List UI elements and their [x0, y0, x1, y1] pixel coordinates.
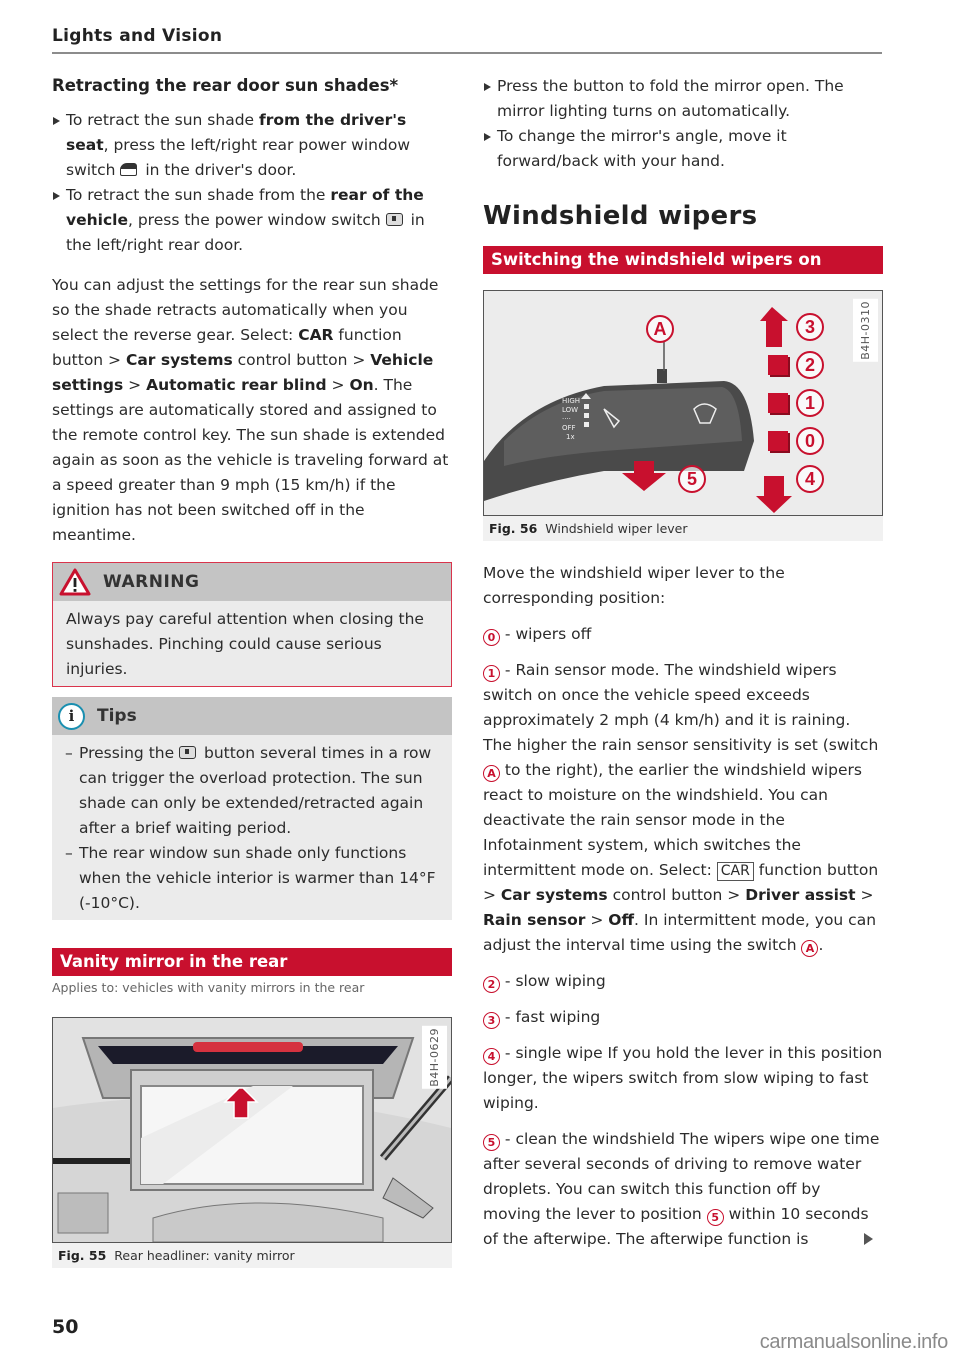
- wipers-section-bar: Switching the windshield wipers on: [483, 246, 883, 274]
- figure-55: [52, 1017, 452, 1268]
- callout-3: 3: [796, 313, 824, 341]
- tip-item: – Pressing the button several times in a row can trigger the overload protection. The sun shade can only be extended/retracted again after a brief waiting period.: [65, 741, 442, 841]
- callout-a: A: [646, 315, 674, 343]
- callout-2: 2: [796, 351, 824, 379]
- vanity-mirror-drawing: [53, 1018, 451, 1242]
- position-5-icon: 5: [483, 1134, 500, 1151]
- tips-body: [52, 735, 452, 920]
- retract-bullets: [52, 108, 452, 258]
- position-marker: [768, 355, 788, 375]
- warning-text: Always pay careful attention when closing the sunshades. Pinching could cause serious injuries.: [66, 610, 424, 678]
- page-number: 50: [52, 1316, 79, 1338]
- continue-arrow-icon: [864, 1233, 873, 1245]
- position-2: 2 - slow wiping: [483, 969, 883, 994]
- vanity-section-bar: Vanity mirror in the rear: [52, 948, 452, 976]
- wiper-intro: Move the windshield wiper lever to the corresponding position:: [483, 564, 785, 607]
- sun-shade-switch-icon: [386, 213, 403, 226]
- wiper-lever-illustration: [483, 290, 883, 516]
- svg-text:····: ····: [562, 415, 571, 423]
- switch-a-icon: A: [801, 940, 818, 957]
- figure-56: [483, 290, 883, 541]
- page-header: [52, 24, 882, 54]
- figure-code: B4H-0629: [422, 1026, 447, 1089]
- position-marker: [768, 431, 788, 451]
- callout-4: 4: [796, 465, 824, 493]
- position-3-icon: 3: [483, 1012, 500, 1029]
- position-4-icon: 4: [483, 1048, 500, 1065]
- figure-caption: Fig. 55 Rear headliner: vanity mirror: [58, 1248, 295, 1263]
- position-5-icon: 5: [707, 1209, 724, 1226]
- mirror-bullets: [483, 74, 883, 174]
- info-icon: i: [58, 703, 85, 730]
- position-2-icon: 2: [483, 976, 500, 993]
- warning-box: [52, 562, 452, 687]
- right-column: [483, 74, 883, 1263]
- left-column: [52, 74, 452, 1268]
- position-0: 0 - wipers off: [483, 622, 883, 647]
- section-title: Lights and Vision: [52, 26, 223, 46]
- svg-text:LOW: LOW: [562, 406, 579, 414]
- position-1: 1 - Rain sensor mode. The windshield wipers switch on once the vehicle speed exceeds approximately 2 mph (4 km/h) and it is raining. The higher the rain sensor sensitivity is set (switch A to the right), the earlier the windshield wipers react to moisture on the windshield. You can deactivate the rain sensor mode in the Infotainment system, which switches the intermittent mode on. Select: CAR function button > Car systems control button > Driver assist > Rain sensor > Off. In intermittent mode, you can adjust the interval time using the switch A .: [483, 661, 879, 955]
- callout-5: 5: [678, 465, 706, 493]
- svg-text:1x: 1x: [566, 433, 575, 441]
- list-item: Press the button to fold the mirror open. The mirror lighting turns on automatically.: [483, 74, 883, 124]
- callout-1: 1: [796, 389, 824, 417]
- position-4: 4 - single wipe If you hold the lever in this position longer, the wipers switch from slow wiping to fast wiping.: [483, 1044, 883, 1112]
- list-item: To retract the sun shade from the driver's seat, press the left/right rear power window switch in the driver's door.: [52, 108, 452, 183]
- wipers-heading: Windshield wipers: [483, 201, 758, 231]
- watermark: carmanualsonline.info: [759, 1331, 948, 1353]
- switch-a-icon: A: [483, 765, 500, 782]
- svg-text:HIGH: HIGH: [562, 397, 581, 405]
- tips-header: [52, 697, 452, 735]
- warning-label: WARNING: [103, 571, 200, 592]
- list-item: To retract the sun shade from the rear of the vehicle, press the power window switch in the left/right rear door.: [52, 183, 452, 258]
- position-0-icon: 0: [483, 629, 500, 646]
- callout-0: 0: [796, 427, 824, 455]
- warning-header: [53, 563, 451, 601]
- position-marker: [768, 393, 788, 413]
- tip-item: – The rear window sun shade only functions when the vehicle interior is warmer than 14°F (-10°C).: [65, 841, 442, 916]
- warning-triangle-icon: [59, 568, 91, 596]
- figure-code: B4H-0310: [853, 299, 878, 362]
- svg-text:OFF: OFF: [562, 424, 576, 432]
- door-window-switch-icon: [120, 163, 137, 176]
- applies-to: Applies to: vehicles with vanity mirrors in the rear: [52, 980, 365, 995]
- position-3: 3 - fast wiping: [483, 1005, 883, 1030]
- tips-label: Tips: [97, 705, 137, 726]
- sun-shade-button-icon: [179, 746, 196, 759]
- figure-caption: Fig. 56 Windshield wiper lever: [489, 521, 688, 536]
- car-key-label: CAR: [717, 862, 754, 881]
- retract-heading: Retracting the rear door sun shades*: [52, 76, 399, 95]
- position-1-icon: 1: [483, 665, 500, 682]
- list-item: To change the mirror's angle, move it forward/back with your hand.: [483, 124, 883, 174]
- auto-blind-paragraph: You can adjust the settings for the rear sun shade so the shade retracts automatically when you select the reverse gear. Select: CAR function button > Car systems control button > Vehicle settings > Automatic rear blind > On. The settings are automatically stored and assigned to the remote control key. The sun shade is extended again as soon as the vehicle is traveling forward at a speed greater than 9 mph (15 km/h) if the ignition has not been switched off in the meantime.: [52, 276, 449, 544]
- position-5: 5 - clean the windshield The wipers wipe one time after several seconds of driving to remove water droplets. You can switch this function off by moving the lever to position 5 within 10 seconds of the afterwipe. The afterwipe function is: [483, 1130, 880, 1248]
- tips-box: [52, 697, 452, 920]
- vanity-mirror-illustration: [52, 1017, 452, 1243]
